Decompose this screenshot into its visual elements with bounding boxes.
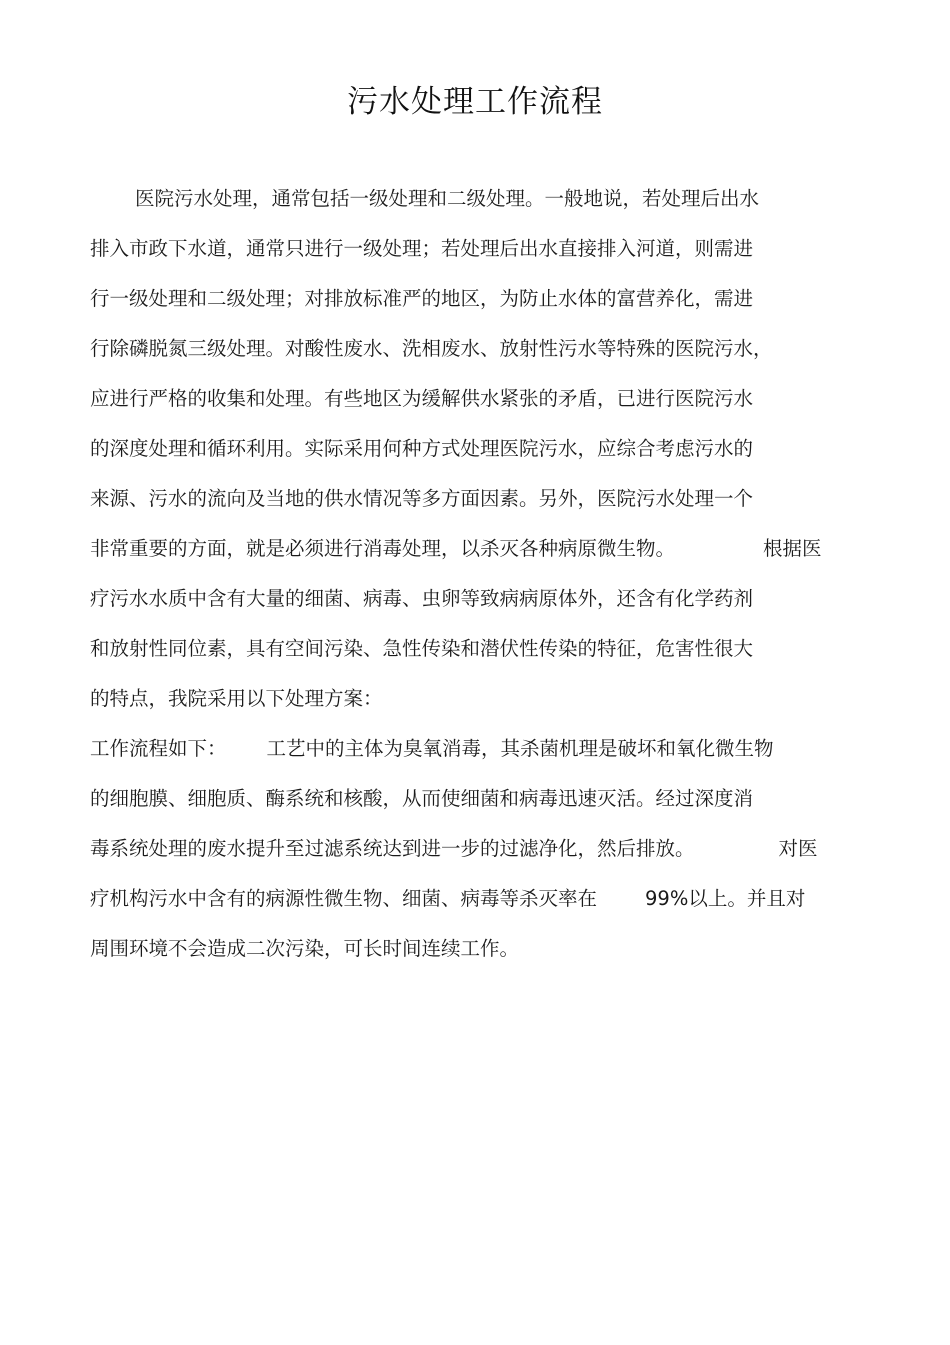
text-segment: 排入市政下水道，通常只进行一级处理；若处理后出水直接排入河道，则需进 bbox=[90, 237, 754, 260]
text-segment: 的特点，我院采用以下处理方案： bbox=[90, 687, 383, 710]
paragraph-line bbox=[90, 634, 753, 664]
text-segment: 应进行严格的收集和处理。有些地区为缓解供水紧张的矛盾，已进行医院污水 bbox=[90, 387, 754, 410]
paragraph-line bbox=[135, 184, 759, 214]
paragraph-line bbox=[90, 584, 753, 614]
text-segment: 非常重要的方面，就是必须进行消毒处理，以杀灭各种病原微生物。 bbox=[90, 537, 676, 560]
text-segment: 行除磷脱氮三级处理。对酸性废水、洗相废水、放射性污水等特殊的医院污水， bbox=[90, 337, 773, 360]
paragraph-line bbox=[90, 284, 753, 314]
paragraph-line bbox=[90, 834, 818, 864]
text-segment: 工艺中的主体为臭氧消毒，其杀菌机理是破坏和氧化微生物 bbox=[266, 737, 774, 760]
text-segment: 疗机构污水中含有的病源性微生物、细菌、病毒等杀灭率在 bbox=[90, 887, 598, 910]
text-segment: 的细胞膜、细胞质、酶系统和核酸，从而使细菌和病毒迅速灭活。经过深度消 bbox=[90, 787, 754, 810]
paragraph-line bbox=[90, 784, 753, 814]
text-segment: 99%以上。并且对 bbox=[645, 887, 806, 910]
paragraph-line bbox=[90, 384, 753, 414]
text-segment: 疗污水水质中含有大量的细菌、病毒、虫卵等致病病原体外，还含有化学药剂 bbox=[90, 587, 754, 610]
text-segment: 根据医 bbox=[763, 537, 822, 560]
text-segment: 行一级处理和二级处理；对排放标准严的地区，为防止水体的富营养化，需进 bbox=[90, 287, 754, 310]
paragraph-line bbox=[90, 884, 805, 914]
paragraph-line bbox=[90, 684, 383, 714]
text-segment: 对医 bbox=[778, 837, 818, 860]
paragraph-line bbox=[90, 934, 519, 964]
text-segment: 毒系统处理的废水提升至过滤系统达到进一步的过滤净化，然后排放。 bbox=[90, 837, 695, 860]
text-segment: 医院污水处理，通常包括一级处理和二级处理。一般地说，若处理后出水 bbox=[135, 187, 760, 210]
text-segment: 来源、污水的流向及当地的供水情况等多方面因素。另外，医院污水处理一个 bbox=[90, 487, 754, 510]
document-title: 污水处理工作流程 bbox=[347, 84, 603, 120]
paragraph-line bbox=[90, 734, 774, 764]
text-segment: 周围环境不会造成二次污染，可长时间连续工作。 bbox=[90, 937, 520, 960]
paragraph-line bbox=[90, 234, 753, 264]
text-segment: 和放射性同位素，具有空间污染、急性传染和潜伏性传染的特征，危害性很大 bbox=[90, 637, 754, 660]
text-segment: 工作流程如下： bbox=[90, 737, 227, 760]
paragraph-line bbox=[90, 484, 753, 514]
text-segment: 的深度处理和循环利用。实际采用何种方式处理医院污水，应综合考虑污水的 bbox=[90, 437, 754, 460]
paragraph-line bbox=[90, 534, 822, 564]
paragraph-line bbox=[90, 334, 773, 364]
paragraph-line bbox=[90, 434, 753, 464]
